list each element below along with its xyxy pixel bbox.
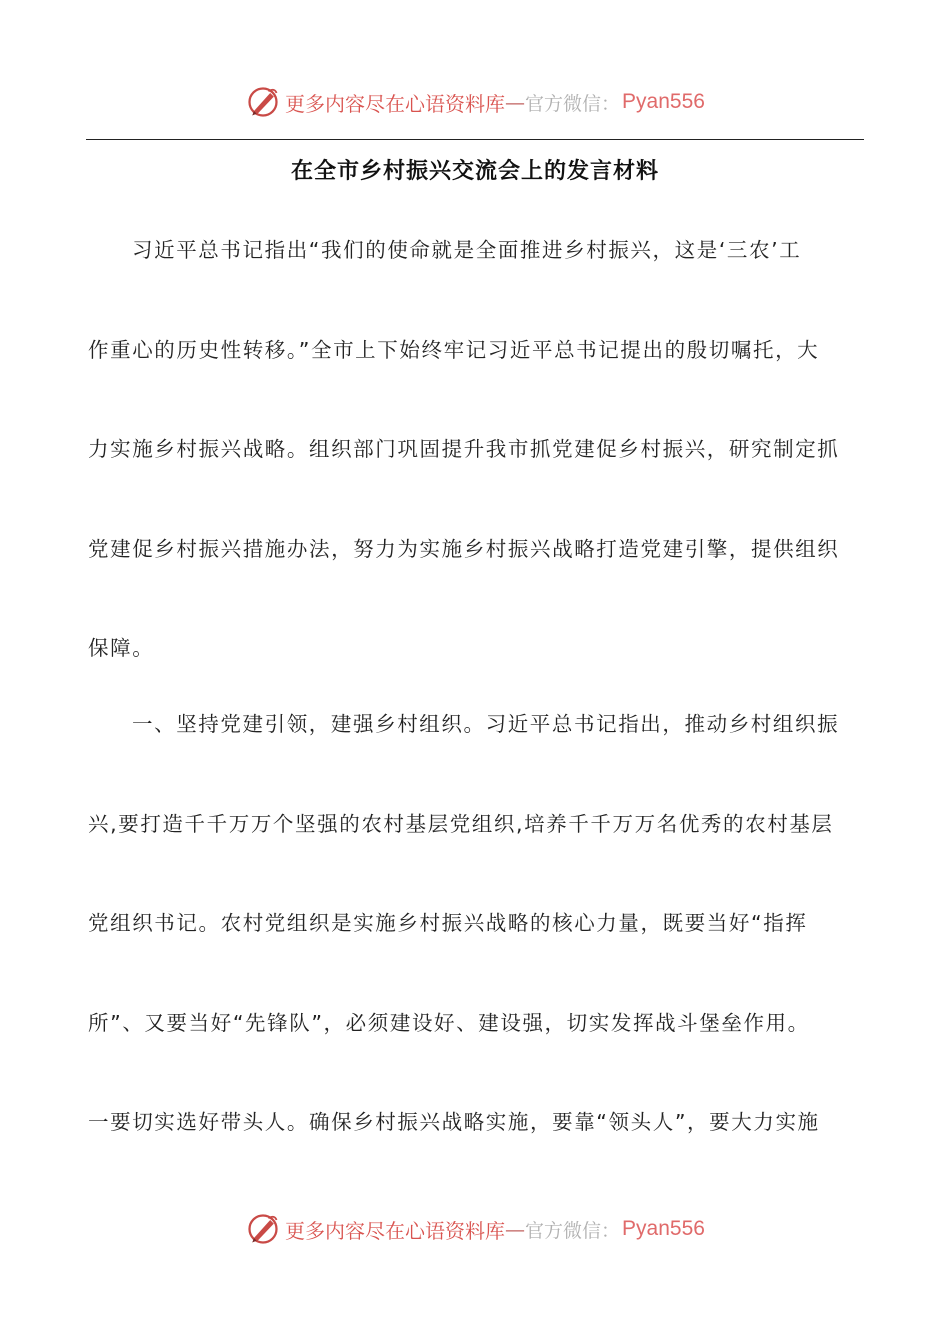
- paragraph-line: 一、坚持党建引领，建强乡村组织。习近平总书记指出，推动乡村组织振: [132, 712, 840, 736]
- footer-wechat-id: Pyan556: [622, 1217, 705, 1240]
- header-dash: —: [505, 90, 526, 114]
- footer-banner: [0, 1207, 950, 1251]
- paragraph-line: 力实施乡村振兴战略。组织部门巩固提升我市抓党建促乡村振兴，研究制定抓: [88, 437, 840, 461]
- paragraph-line: 习近平总书记指出“我们的使命就是全面推进乡村振兴，这是‘三农’工: [132, 238, 802, 262]
- paragraph-line: 所”、又要当好“先锋队”，必须建设好、建设强，切实发挥战斗堡垒作用。: [88, 1011, 810, 1035]
- paragraph-line: 党组织书记。农村党组织是实施乡村振兴战略的核心力量，既要当好“指挥: [88, 911, 808, 935]
- pen-logo-icon: [245, 1211, 281, 1247]
- paragraph-line: 保障。: [88, 636, 155, 660]
- paragraph-line: 一要切实选好带头人。确保乡村振兴战略实施，要靠“领头人”，要大力实施: [88, 1110, 820, 1134]
- header-divider: [86, 139, 864, 140]
- footer-brand-text: 更多内容尽在心语资料库: [285, 1218, 506, 1243]
- footer-dash: —: [505, 1217, 526, 1241]
- pen-logo-icon: [245, 84, 281, 120]
- paragraph-line: 党建促乡村振兴措施办法，努力为实施乡村振兴战略打造党建引擎，提供组织: [88, 537, 840, 561]
- header-wechat-label: 官方微信：: [525, 92, 621, 115]
- header-banner: [0, 80, 950, 124]
- document-title: 在全市乡村振兴交流会上的发言材料: [290, 159, 659, 184]
- header-brand-text: 更多内容尽在心语资料库: [285, 91, 506, 116]
- paragraph-line: 作重心的历史性转移。”全市上下始终牢记习近平总书记提出的殷切嘱托，大: [88, 338, 820, 362]
- header-wechat-id: Pyan556: [622, 90, 705, 113]
- paragraph-line: 兴,要打造千千万万个坚强的农村基层党组织,培养千千万万名优秀的农村基层: [88, 812, 834, 836]
- footer-wechat-label: 官方微信：: [525, 1219, 621, 1242]
